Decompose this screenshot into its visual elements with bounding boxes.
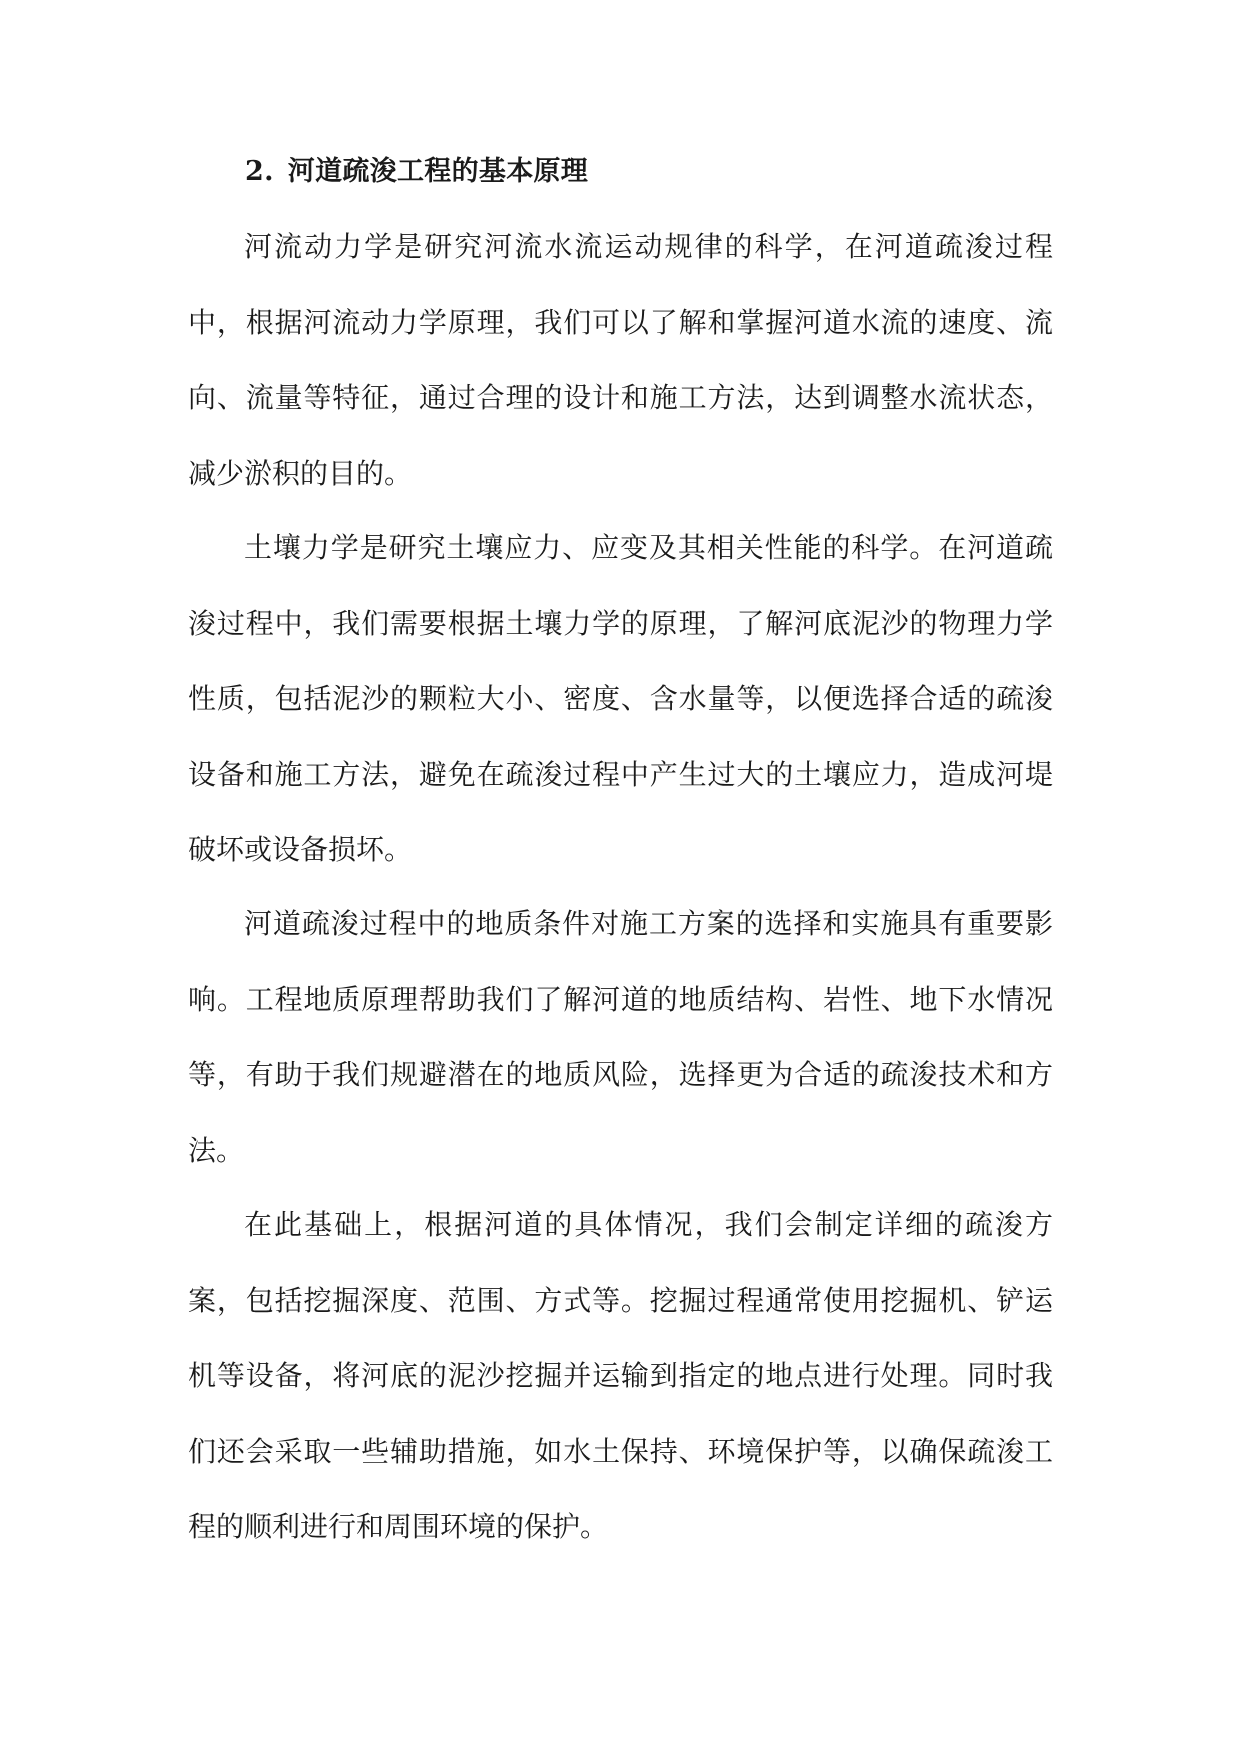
section-number: 2. <box>245 156 274 187</box>
paragraph-soil-mechanics: 土壤力学是研究土壤应力、应变及其相关性能的科学。在河道疏浚过程中，我们需要根据土壤力学的原理，了解河底泥沙的物理力学性质，包括泥沙的颗粒大小、密度、含水量等，以便选择合适的疏浚设备和施工方法，避免在疏浚过程中产生过大的土壤应力，造成河堤破坏或设备损坏。 <box>188 531 1053 867</box>
paragraph-dredging-plan: 在此基础上，根据河道的具体情况，我们会制定详细的疏浚方案，包括挖掘深度、范围、方式等。挖掘过程通常使用挖掘机、铲运机等设备，将河底的泥沙挖掘并运输到指定的地点进行处理。同时我们还会采取一些辅助措施，如水土保持、环境保护等，以确保疏浚工程的顺利进行和周围环境的保护。 <box>188 1208 1053 1544</box>
paragraph-engineering-geology: 河道疏浚过程中的地质条件对施工方案的选择和实施具有重要影响。工程地质原理帮助我们了解河道的地质结构、岩性、地下水情况等，有助于我们规避潜在的地质风险，选择更为合适的疏浚技术和方法。 <box>188 907 1053 1167</box>
section-title: 河道疏浚工程的基本原理 <box>287 156 589 187</box>
paragraph-river-dynamics: 河流动力学是研究河流水流运动规律的科学，在河道疏浚过程中，根据河流动力学原理，我们可以了解和掌握河道水流的速度、流向、流量等特征，通过合理的设计和施工方法，达到调整水流状态，减少淤积的目的。 <box>188 230 1053 490</box>
section-heading <box>245 152 588 192</box>
